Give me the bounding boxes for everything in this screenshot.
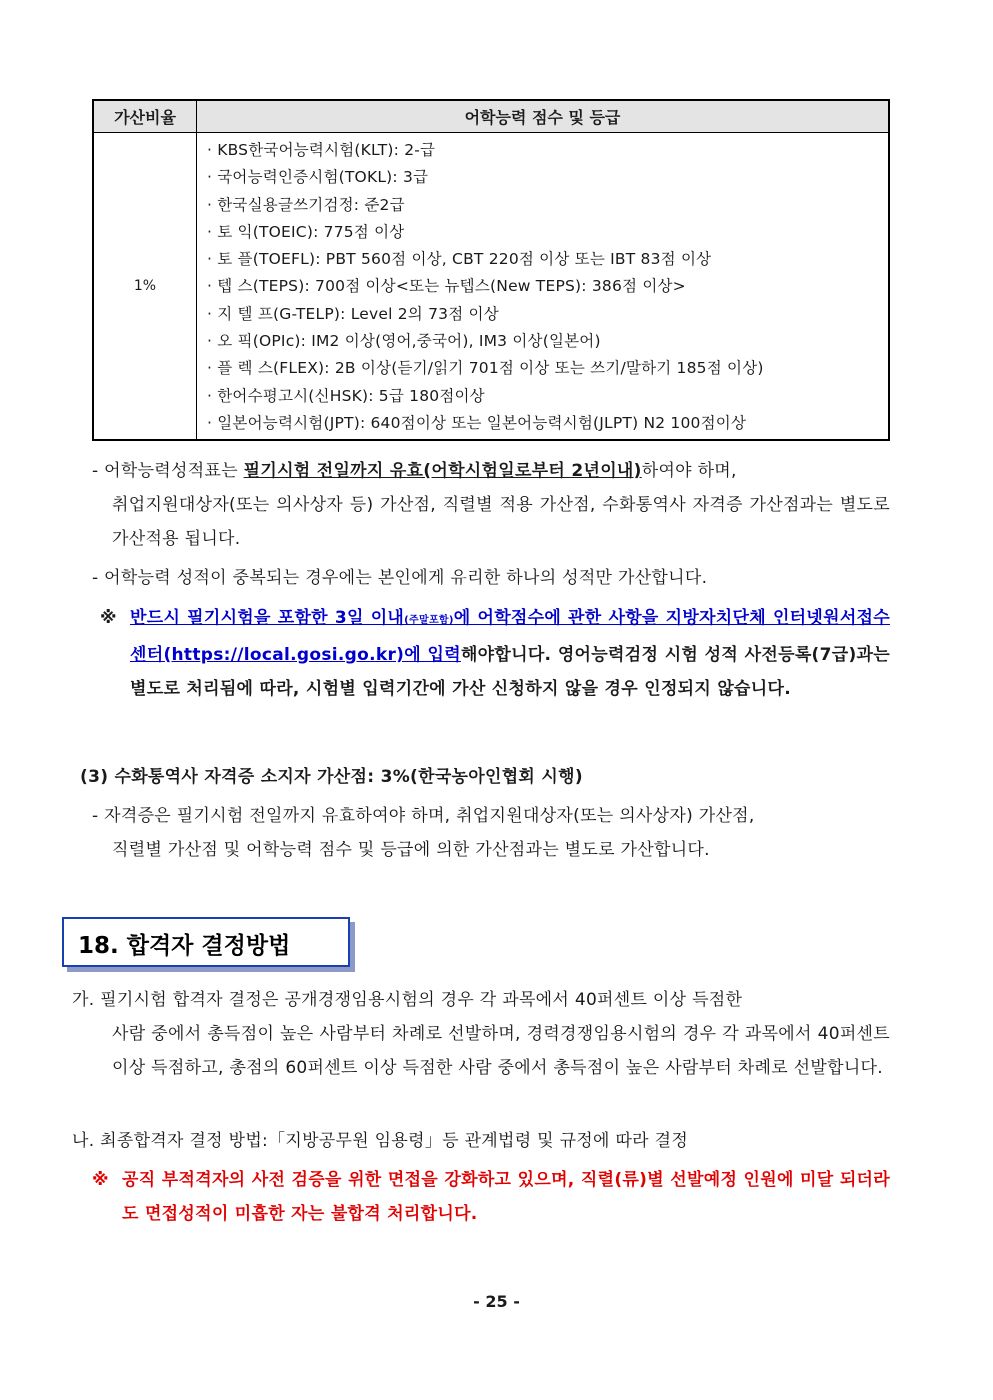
page-number: - 25 - xyxy=(473,1292,520,1311)
sign-interpreter-text-a: - 자격증은 필기시험 전일까지 유효하여야 하며, 취업지원대상자(또는 의사상자) 가산점, xyxy=(92,806,755,826)
item-toefl: · 토 플(TOEFL): PBT 560점 이상, CBT 220점 이상 또는 IBT 83점 이상 xyxy=(207,250,712,269)
written-exam-pass-paragraph xyxy=(72,983,890,1085)
sign-interpreter-text-b: 직렬별 가산점 및 어학능력 점수 및 등급에 의한 가산점과는 별도로 가산합니다. xyxy=(112,840,710,860)
item-opic: · 오 픽(OPIc): IM2 이상(영어,중국어), IM3 이상(일본어) xyxy=(207,332,601,351)
header-items: 어학능력 점수 및 등급 xyxy=(197,100,890,133)
item-tokl: · 국어능력인증시험(TOKL): 3급 xyxy=(207,168,429,187)
sign-interpreter-title: (3) 수화통역사 자격증 소지자 가산점: 3%(한국농아인협회 시행) xyxy=(80,767,583,787)
notice-link-text-a: 반드시 필기시험을 포함한 3일 이내 xyxy=(130,608,405,628)
validity-paragraph xyxy=(92,454,890,556)
item-gtelp: · 지 텔 프(G-TELP): Level 2의 73점 이상 xyxy=(207,304,499,323)
duplicate-score-paragraph: - 어학능력 성적이 중복되는 경우에는 본인에게 유리한 하나의 성적만 가산합니다. xyxy=(92,568,708,588)
language-score-table xyxy=(92,99,890,441)
final-pass-paragraph: 나. 최종합격자 결정 방법:「지방공무원 임용령」등 관계법령 및 규정에 따라 결정 xyxy=(72,1131,689,1151)
rate-cell: 1% xyxy=(93,133,197,441)
interview-notice xyxy=(92,1163,890,1231)
item-jpt: · 일본어능력시험(JPT): 640점이상 또는 일본어능력시험(JLPT) N2 100점이상 xyxy=(207,413,747,432)
item-toeic: · 토 익(TOEIC): 775점 이상 xyxy=(207,222,405,241)
written-exam-text-b: 사람 중에서 총득점이 높은 사람부터 차례로 선발하며, 경력경쟁임용시험의 경우 각 과목에서 40퍼센트 이상 득점하고, 총점의 60퍼센트 이상 득점한 사람 중에서 총득점이 높은 사람부터 차례로 선발합니다. xyxy=(112,1024,890,1078)
header-rate: 가산비율 xyxy=(93,100,197,133)
notice-weekend-note: (주말포함) xyxy=(404,615,454,626)
validity-text-d: 취업지원대상자(또는 의사상자 등) 가산점, 직렬별 적용 가산점, 수화통역사 자격증 가산점과는 별도로 가산적용 됩니다. xyxy=(112,495,890,549)
item-klt: · KBS한국어능력시험(KLT): 2-급 xyxy=(207,141,436,159)
notice-link-text-b[interactable]: 에 어학점수에 관한 사항을 지방자치단체 인터넷원서접수센터(https://local.gosi.go.kr)에 입력 xyxy=(130,608,890,665)
item-writing: · 한국실용글쓰기검정: 준2급 xyxy=(207,195,405,214)
notice-mark: ※ xyxy=(92,1170,109,1190)
validity-text-c: 하여야 하며, xyxy=(641,461,737,481)
validity-emphasis: 필기시험 전일까지 유효(어학시험일로부터 2년이내) xyxy=(243,461,642,481)
section-18-heading xyxy=(62,917,350,967)
sign-interpreter-text xyxy=(92,799,890,867)
notice-mark: ※ xyxy=(100,608,117,628)
interview-notice-text: 공직 부적격자의 사전 검증을 위한 면접을 강화하고 있으며, 직렬(류)별 선발예정 인원에 미달 되더라도 면접성적이 미흡한 자는 불합격 처리합니다. xyxy=(122,1170,890,1224)
validity-text-a: - 어학능력성적표는 xyxy=(92,461,244,481)
items-cell xyxy=(197,133,890,441)
written-exam-text-a: 가. 필기시험 합격자 결정은 공개경쟁임용시험의 경우 각 과목에서 40퍼센트 이상 득점한 xyxy=(72,990,743,1010)
score-entry-notice xyxy=(100,601,890,706)
notice-text-c: 해야합니다. 영어능력검정 시험 성적 사전등록(7급)과는 별도로 처리됨에 따라, 시험별 입력기간에 가산 신청하지 않을 경우 인정되지 않습니다. xyxy=(130,645,890,699)
item-hsk: · 한어수평고시(신HSK): 5급 180점이상 xyxy=(207,386,485,405)
item-teps: · 텝 스(TEPS): 700점 이상<또는 뉴텝스(New TEPS): 386점 이상> xyxy=(207,277,686,296)
section-18-title: 18. 합격자 결정방법 xyxy=(78,933,291,959)
item-flex: · 플 렉 스(FLEX): 2B 이상(듣기/읽기 701점 이상 또는 쓰기/말하기 185점 이상) xyxy=(207,359,764,378)
